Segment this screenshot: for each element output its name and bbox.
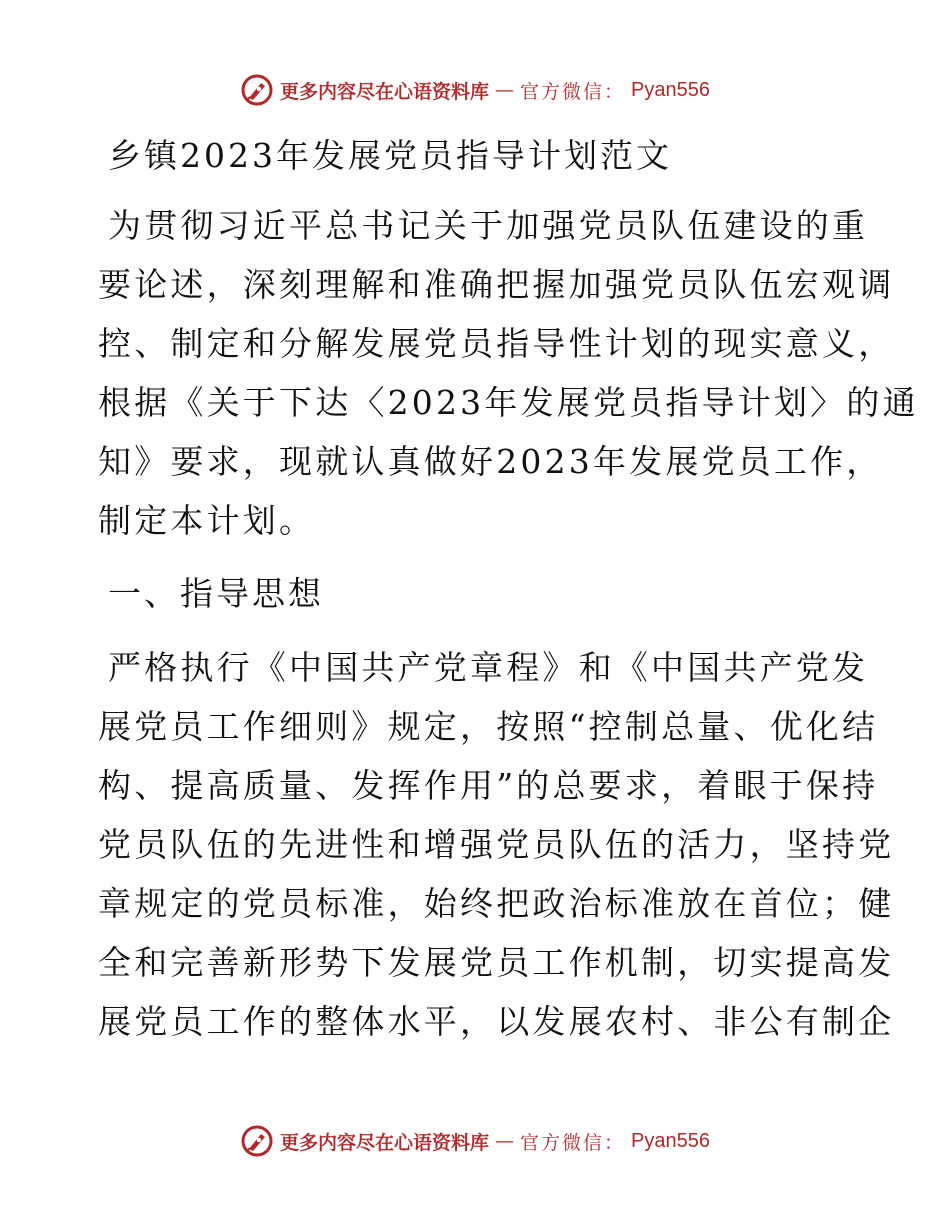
paragraph-intro [98, 196, 919, 550]
section-heading-guiding-ideology: 一、指导思想 [108, 574, 324, 613]
watermark-official-text: 官方微信： [520, 1131, 626, 1154]
document-title: 乡镇2023年发展党员指导计划范文 [108, 136, 672, 175]
paragraph-line: 构、提高质量、发挥作用”的总要求，着眼于保持 [98, 766, 879, 805]
paragraph-line: 为贯彻习近平总书记关于加强党员队伍建设的重 [108, 206, 869, 245]
paragraph-line: 控、制定和分解发展党员指导性计划的现实意义， [98, 324, 895, 363]
watermark-wechat-id: Pyan556 [631, 78, 710, 101]
paragraph-line: 根据《关于下达〈2023年发展党员指导计划〉的通 [98, 383, 919, 422]
pen-nib-circle-icon [240, 1124, 274, 1158]
pen-nib-circle-icon [240, 73, 274, 107]
watermark-wechat-id: Pyan556 [631, 1129, 710, 1152]
watermark-official-text: 官方微信： [520, 80, 626, 103]
watermark-separator: — [495, 79, 515, 101]
paragraph-line: 要论述，深刻理解和准确把握加强党员队伍宏观调 [98, 265, 895, 304]
watermark-main-text: 更多内容尽在心语资料库 [280, 1131, 490, 1154]
paragraph-line: 全和完善新形势下发展党员工作机制，切实提高发 [98, 943, 895, 982]
paragraph-line: 严格执行《中国共产党章程》和《中国共产党发 [108, 648, 869, 687]
watermark-footer [0, 1121, 950, 1161]
watermark-header [0, 70, 950, 110]
paragraph-line: 展党员工作细则》规定，按照“控制总量、优化结 [98, 707, 879, 746]
paragraph-line: 党员队伍的先进性和增强党员队伍的活力，坚持党 [98, 825, 895, 864]
paragraph-line: 章规定的党员标准，始终把政治标准放在首位；健 [98, 884, 895, 923]
document-body [98, 120, 919, 1051]
paragraph-guiding-ideology [98, 638, 895, 1051]
paragraph-line: 展党员工作的整体水平，以发展农村、非公有制企 [98, 1002, 895, 1041]
watermark-main-text: 更多内容尽在心语资料库 [280, 80, 490, 103]
watermark-separator: — [495, 1130, 515, 1152]
paragraph-line: 知》要求，现就认真做好2023年发展党员工作， [98, 442, 883, 481]
paragraph-line: 制定本计划。 [98, 501, 316, 540]
